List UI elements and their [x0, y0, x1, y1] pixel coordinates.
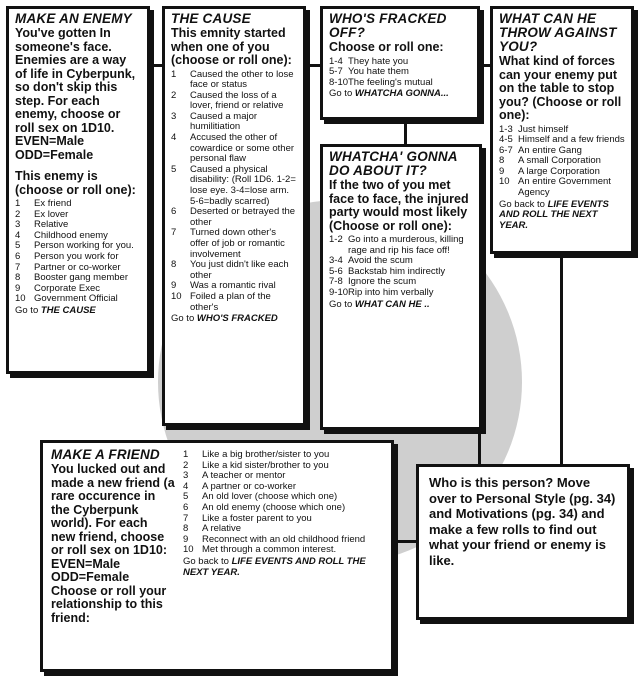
connector-throw-down	[560, 252, 563, 466]
item-text: Corporate Exec	[34, 282, 101, 294]
item-number: 6	[15, 250, 21, 262]
item-number: 3-4	[329, 255, 343, 267]
item-number: 8-10	[329, 76, 349, 88]
connector-friend-whois	[392, 540, 418, 543]
item-text: The feeling's mutual	[348, 76, 433, 88]
item-text: Caused the loss of a lover, friend or relative	[190, 89, 284, 112]
item-number: 1-3	[499, 123, 513, 135]
make-friend-goto: Go back to LIFE EVENTS AND ROLL THE NEXT YEAR.	[183, 555, 366, 578]
list-item	[499, 177, 625, 198]
list-item	[171, 207, 297, 228]
throw-goto: Go back to LIFE EVENTS AND ROLL THE NEXT YEAR.	[499, 198, 609, 231]
item-number: 9	[499, 165, 505, 177]
item-text: You hate them	[348, 66, 409, 78]
item-text: Ex friend	[34, 198, 72, 209]
item-text: Childhood enemy	[34, 229, 108, 241]
connector-whatcha-whois	[478, 428, 481, 466]
list-item	[171, 165, 297, 207]
item-text: Deserted or betrayed the other	[190, 206, 296, 228]
list-item	[329, 78, 471, 89]
item-text: Accused the other of cowardice or some other personal flaw	[190, 132, 295, 165]
item-text: Met through a common interest.	[202, 544, 337, 556]
item-number: 8	[15, 272, 21, 284]
item-number: 5	[15, 240, 21, 252]
item-text: Government Official	[34, 293, 118, 305]
item-text: Ex lover	[34, 208, 69, 220]
make-enemy-intro: You've gotten In someone's face. Enemies are a way of life in Cyberpunk, so don't skip this step. For each enemy, choose or roll sex on 1D10. EVEN=Male ODD=Female	[15, 26, 136, 162]
list-item	[171, 112, 297, 133]
item-text: Like a foster parent to you	[202, 512, 312, 524]
item-text: Backstab him indirectly	[348, 265, 446, 277]
item-number: 7-8	[329, 276, 343, 288]
item-text: An entire Government Agency	[518, 176, 611, 199]
whos-fracked-list	[329, 57, 471, 89]
item-number: 4	[15, 229, 21, 241]
item-number: 3	[15, 219, 21, 231]
item-text: Like a big brother/sister to you	[202, 449, 330, 460]
make-enemy-goto: Go to THE CAUSE	[15, 304, 96, 316]
item-number: 7	[15, 261, 21, 273]
item-number: 6	[183, 501, 189, 513]
item-text: Person you work for	[34, 250, 119, 262]
item-number: 3	[183, 470, 189, 482]
item-number: 1	[171, 68, 177, 80]
item-text: A teacher or mentor	[202, 470, 286, 482]
item-number: 5-7	[329, 66, 343, 78]
list-item	[171, 292, 297, 313]
item-number: 7	[171, 227, 177, 239]
item-number: 3	[171, 110, 177, 122]
item-text: Was a romantic rival	[190, 280, 276, 292]
item-text: Foiled a plan of the other's	[190, 290, 271, 313]
item-text: Just himself	[518, 123, 569, 135]
item-number: 1-4	[329, 55, 343, 67]
item-text: A small Corporation	[518, 155, 601, 167]
whos-fracked-title: WHO'S FRACKED OFF?	[329, 11, 447, 40]
item-number: 2	[15, 208, 21, 220]
list-item	[183, 545, 383, 556]
item-number: 9	[183, 533, 189, 545]
make-friend-title: MAKE A FRIEND	[51, 447, 160, 462]
item-text: You just didn't like each other	[190, 259, 289, 281]
item-number: 1	[15, 198, 21, 209]
make-enemy-list	[15, 199, 141, 305]
make-enemy-title: MAKE AN ENEMY	[15, 11, 132, 26]
item-text: A partner or co-worker	[202, 480, 296, 492]
item-text: Himself and a few friends	[518, 134, 625, 146]
make-enemy-prompt: This enemy is (choose or roll one):	[15, 169, 136, 197]
item-text: Reconnect with an old childhood friend	[202, 533, 366, 545]
item-number: 1-2	[329, 234, 343, 245]
item-number: 7	[183, 512, 189, 524]
list-item	[329, 288, 473, 299]
whatcha-list	[329, 235, 473, 299]
item-text: Booster gang member	[34, 272, 128, 284]
who-is-text: Who is this person? Move over to Personal Style (pg. 34) and Motivations (pg. 34) and make a few rolls to find out what your friend or enemy is like.	[429, 475, 616, 568]
item-number: 2	[171, 89, 177, 101]
list-item	[171, 228, 297, 260]
item-number: 8	[171, 259, 177, 271]
item-text: Go into a murderous, killing rage and rip his face off!	[348, 234, 464, 256]
item-text: Caused a major humilitiation	[190, 110, 258, 133]
item-text: Turned down other's offer of job or romantic involvement	[190, 227, 285, 260]
item-number: 9-10	[329, 286, 349, 298]
throw-intro: What kind of forces can your enemy put on the table to stop you? (Choose or roll one):	[499, 54, 622, 122]
item-text: Partner or co-worker	[34, 261, 121, 273]
item-number: 4-5	[499, 134, 513, 146]
item-text: Avoid the scum	[348, 255, 413, 267]
whatcha-box	[320, 144, 482, 430]
list-item	[15, 199, 141, 210]
item-text: Caused a physical disability: (Roll 1D6. 1-2= lose eye. 3-4=lose arm. 5-6=badly scarred)	[190, 163, 296, 207]
the-cause-box	[162, 6, 306, 426]
item-number: 9	[171, 280, 177, 292]
item-number: 10	[15, 293, 26, 305]
item-number: 9	[15, 282, 21, 294]
item-number: 10	[171, 290, 182, 302]
whos-fracked-goto: Go to WHATCHA GONNA...	[329, 88, 449, 100]
throw-title: WHAT CAN HE THROW AGAINST YOU?	[499, 11, 617, 54]
whos-fracked-box	[320, 6, 480, 120]
item-number: 2	[183, 459, 189, 471]
throw-box	[490, 6, 634, 254]
the-cause-title: THE CAUSE	[171, 11, 251, 26]
list-item	[183, 503, 383, 514]
list-item	[183, 450, 383, 461]
item-text: An entire Gang	[518, 144, 582, 156]
item-number: 5	[183, 491, 189, 503]
item-number: 10	[499, 176, 510, 188]
connector-fracked-whatcha	[404, 118, 407, 146]
list-item	[171, 260, 297, 281]
item-number: 4	[171, 132, 177, 144]
list-item	[171, 91, 297, 112]
list-item	[171, 70, 297, 91]
list-item	[171, 133, 297, 165]
item-number: 6	[171, 206, 177, 218]
item-number: 8	[499, 155, 505, 167]
who-is-box	[416, 464, 630, 620]
item-number: 10	[183, 544, 194, 556]
list-item	[15, 252, 141, 263]
item-text: They hate you	[348, 55, 409, 67]
the-cause-intro: This emnity started when one of you (choose or roll one):	[171, 26, 292, 67]
whatcha-title: WHATCHA' GONNA DO ABOUT IT?	[329, 149, 458, 178]
item-text: A relative	[202, 523, 242, 535]
whatcha-intro: If the two of you met face to face, the injured party would most likely (Choose or roll one):	[329, 178, 469, 233]
item-text: An old lover (choose which one)	[202, 491, 338, 503]
item-text: Rip into him verbally	[348, 286, 434, 298]
make-enemy-box	[6, 6, 150, 374]
make-friend-list	[183, 450, 383, 556]
list-item	[15, 294, 141, 305]
item-text: Like a kid sister/brother to you	[202, 459, 329, 471]
item-number: 8	[183, 523, 189, 535]
make-friend-intro: You lucked out and made a new friend (a rare occurence in the Cyberpunk world). For each new friend, choose or roll sex on 1D10: EVEN=Male ODD=Female Choose or roll your relationship to this friend:	[51, 462, 175, 625]
the-cause-goto: Go to WHO'S FRACKED	[171, 313, 278, 325]
list-item	[329, 235, 473, 256]
item-number: 6-7	[499, 144, 513, 156]
the-cause-list	[171, 70, 297, 314]
throw-list	[499, 125, 625, 199]
item-text: Relative	[34, 219, 69, 231]
whatcha-goto: Go to WHAT CAN HE ..	[329, 298, 430, 310]
item-text: An old enemy (choose which one)	[202, 501, 346, 513]
item-text: Ignore the scum	[348, 276, 417, 288]
make-friend-box	[40, 440, 394, 672]
item-number: 1	[183, 449, 189, 460]
item-number: 5	[171, 163, 177, 175]
whos-fracked-intro: Choose or roll one:	[329, 40, 444, 54]
item-number: 5-6	[329, 265, 343, 277]
item-text: Person working for you.	[34, 240, 134, 252]
item-number: 4	[183, 480, 189, 492]
item-text: Caused the other to lose face or status	[190, 68, 294, 91]
item-text: A large Corporation	[518, 165, 600, 177]
